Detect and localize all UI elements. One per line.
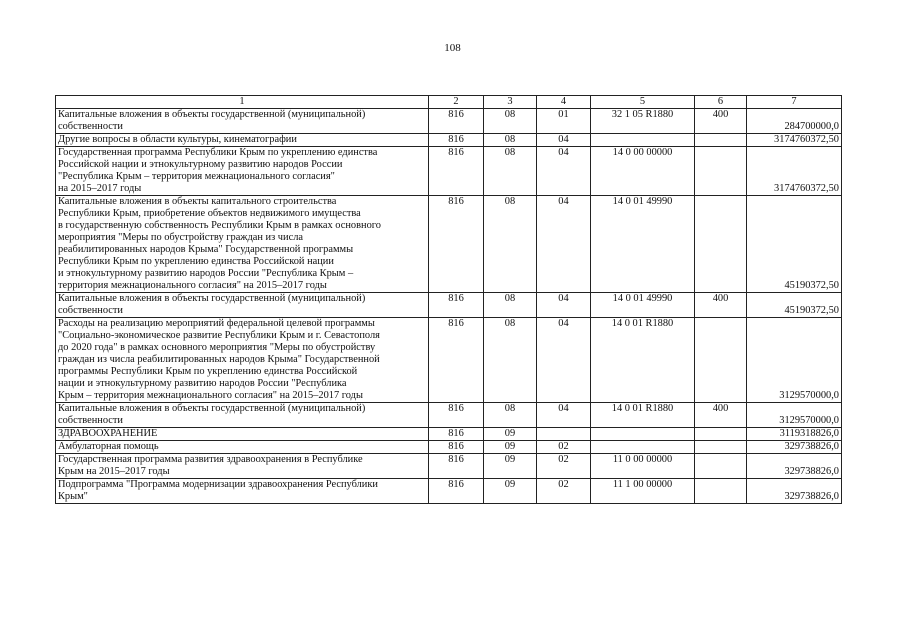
subsection2-cell: 04 — [537, 293, 591, 318]
target-article-cell — [591, 428, 695, 441]
subsection-cell: 08 — [484, 109, 537, 134]
section-cell: 816 — [429, 428, 484, 441]
section-cell: 816 — [429, 147, 484, 196]
subsection-cell: 09 — [484, 428, 537, 441]
section-cell: 816 — [429, 196, 484, 293]
amount-cell: 329738826,0 — [747, 441, 842, 454]
amount-cell: 284700000,0 — [747, 109, 842, 134]
subsection2-cell: 04 — [537, 318, 591, 403]
target-article-cell: 11 1 00 00000 — [591, 479, 695, 504]
header-cell: 5 — [591, 96, 695, 109]
target-article-cell — [591, 441, 695, 454]
subsection-cell: 08 — [484, 403, 537, 428]
section-cell: 816 — [429, 134, 484, 147]
subsection2-cell: 01 — [537, 109, 591, 134]
subsection-cell: 08 — [484, 293, 537, 318]
subsection-cell: 09 — [484, 441, 537, 454]
amount-cell: 3129570000,0 — [747, 318, 842, 403]
name-cell: Подпрограмма "Программа модернизации здравоохранения Республики Крым" — [56, 479, 429, 504]
target-article-cell: 32 1 05 R1880 — [591, 109, 695, 134]
table-row — [56, 441, 842, 454]
subsection-cell: 08 — [484, 134, 537, 147]
page-number: 108 — [444, 42, 461, 54]
amount-cell: 329738826,0 — [747, 479, 842, 504]
name-cell: ЗДРАВООХРАНЕНИЕ — [56, 428, 429, 441]
target-article-cell: 14 0 01 49990 — [591, 293, 695, 318]
name-cell: Другие вопросы в области культуры, кинематографии — [56, 134, 429, 147]
amount-cell: 45190372,50 — [747, 196, 842, 293]
table-row — [56, 134, 842, 147]
section-cell: 816 — [429, 293, 484, 318]
name-cell: Расходы на реализацию мероприятий федеральной целевой программы "Социально-экономическое развитие Республики Крым и г. Севастополя до 2020 года" в рамках основного мероприятия "Меры по обустройству граждан из числа реабилитированных народов Крыма" Государственной программы Республики Крым по укреплению единства Российской нации и этнокультурному развитию народов России "Республика Крым – территория межнационального согласия" на 2015–2017 годы — [56, 318, 429, 403]
name-cell: Капитальные вложения в объекты государственной (муниципальной) собственности — [56, 109, 429, 134]
target-article-cell: 14 0 01 R1880 — [591, 403, 695, 428]
expense-type-cell — [695, 196, 747, 293]
table-row — [56, 428, 842, 441]
header-row — [56, 96, 842, 109]
subsection2-cell: 04 — [537, 147, 591, 196]
section-cell: 816 — [429, 318, 484, 403]
name-cell: Государственная программа Республики Крым по укреплению единства Российской нации и этнокультурному развитию народов России "Республика Крым – территория межнационального согласия" на 2015–2017 годы — [56, 147, 429, 196]
amount-cell: 3174760372,50 — [747, 147, 842, 196]
name-cell: Капитальные вложения в объекты государственной (муниципальной) собственности — [56, 293, 429, 318]
subsection2-cell: 02 — [537, 479, 591, 504]
name-cell: Капитальные вложения в объекты капитального строительства Республики Крым, приобретение объектов недвижимого имущества в государственную собственность Республики Крым в рамках основного мероприятия "Меры по обустройству граждан из числа реабилитированных народов Крыма" Государственной программы Республики Крым по укреплению единства Российской нации и этнокультурному развитию народов России "Республика Крым – территория межнационального согласия" на 2015–2017 годы — [56, 196, 429, 293]
subsection2-cell: 04 — [537, 196, 591, 293]
expense-type-cell — [695, 454, 747, 479]
expense-type-cell: 400 — [695, 109, 747, 134]
section-cell: 816 — [429, 454, 484, 479]
section-cell: 816 — [429, 479, 484, 504]
table-row — [56, 403, 842, 428]
target-article-cell: 14 0 00 00000 — [591, 147, 695, 196]
subsection2-cell — [537, 428, 591, 441]
target-article-cell: 14 0 01 R1880 — [591, 318, 695, 403]
subsection2-cell: 04 — [537, 403, 591, 428]
table-row — [56, 293, 842, 318]
header-cell: 1 — [56, 96, 429, 109]
amount-cell: 3174760372,50 — [747, 134, 842, 147]
name-cell: Амбулаторная помощь — [56, 441, 429, 454]
header-cell: 2 — [429, 96, 484, 109]
name-cell: Государственная программа развития здравоохранения в Республике Крым на 2015–2017 годы — [56, 454, 429, 479]
amount-cell: 3119318826,0 — [747, 428, 842, 441]
table-row — [56, 479, 842, 504]
amount-cell: 45190372,50 — [747, 293, 842, 318]
expense-type-cell — [695, 479, 747, 504]
expense-type-cell: 400 — [695, 403, 747, 428]
section-cell: 816 — [429, 441, 484, 454]
amount-cell: 3129570000,0 — [747, 403, 842, 428]
expense-type-cell — [695, 318, 747, 403]
header-cell: 3 — [484, 96, 537, 109]
amount-cell: 329738826,0 — [747, 454, 842, 479]
subsection-cell: 08 — [484, 318, 537, 403]
expense-type-cell — [695, 147, 747, 196]
section-cell: 816 — [429, 109, 484, 134]
subsection-cell: 08 — [484, 196, 537, 293]
target-article-cell: 11 0 00 00000 — [591, 454, 695, 479]
header-cell: 7 — [747, 96, 842, 109]
header-cell: 6 — [695, 96, 747, 109]
expense-type-cell — [695, 441, 747, 454]
table-row — [56, 318, 842, 403]
header-cell: 4 — [537, 96, 591, 109]
section-cell: 816 — [429, 403, 484, 428]
table-row — [56, 196, 842, 293]
table-row — [56, 454, 842, 479]
expense-type-cell: 400 — [695, 293, 747, 318]
expense-type-cell — [695, 134, 747, 147]
subsection2-cell: 04 — [537, 134, 591, 147]
budget-table — [55, 95, 842, 504]
subsection-cell: 09 — [484, 479, 537, 504]
table-row — [56, 109, 842, 134]
target-article-cell: 14 0 01 49990 — [591, 196, 695, 293]
subsection2-cell: 02 — [537, 441, 591, 454]
subsection-cell: 08 — [484, 147, 537, 196]
table-row — [56, 147, 842, 196]
expense-type-cell — [695, 428, 747, 441]
subsection-cell: 09 — [484, 454, 537, 479]
target-article-cell — [591, 134, 695, 147]
name-cell: Капитальные вложения в объекты государственной (муниципальной) собственности — [56, 403, 429, 428]
subsection2-cell: 02 — [537, 454, 591, 479]
